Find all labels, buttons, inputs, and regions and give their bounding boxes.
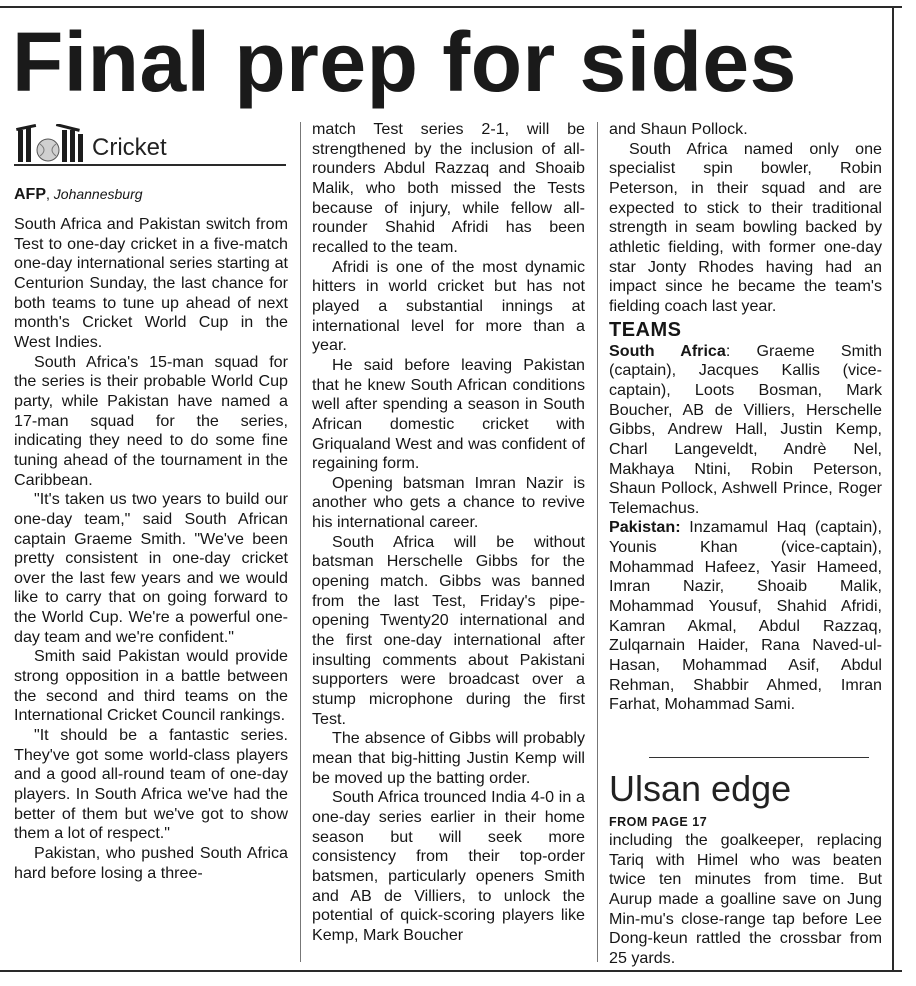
article-paragraph: and Shaun Pollock. bbox=[609, 120, 748, 138]
section-kicker bbox=[14, 122, 288, 162]
headline: Final prep for sides bbox=[12, 15, 797, 109]
article-paragraph: He said before leaving Pakistan that he knew South African conditions well after spending a season in South African domestic cricket with Griqualand West and was confident of regaining form. bbox=[312, 355, 585, 473]
ulsan-paragraph: including the goalkeeper, replacing Tariq with Himel who was beaten twice ten minutes from time. But Aurup made a goalline save on Jung Min-mu's close-range tap before Lee Dong-keun rattled the crossbar from 25 yards. bbox=[609, 831, 882, 967]
article-paragraph: South Africa named only one specialist spin bowler, Robin Peterson, in their squad and are expected to stick to their traditional strength in seam bowling backed by athletic fielding, with former one-day star Jonty Rhodes having had an impact since he became the team's fielding coach last year. bbox=[609, 139, 882, 315]
story-divider bbox=[649, 757, 869, 758]
article-paragraph: South Africa trounced India 4-0 in a one-day series earlier in their home season but will seek more consistency from their top-order batsmen, particularly openers Smith and AB de Villiers, to unlock the potential of quick-scoring players like Kemp, Mark Boucher bbox=[312, 788, 585, 944]
article-paragraph: "It's taken us two years to build our one-day team," said South African captain Graeme Smith. "We've been pretty consistent in one-day cricket over the last few years and we would like to carry that on going forward to the World Cup. We're a powerful one-day team and we're confident." bbox=[14, 490, 288, 646]
byline-location: Johannesburg bbox=[53, 186, 143, 202]
from-page-label: FROM PAGE 17 bbox=[609, 815, 708, 830]
column-divider bbox=[597, 122, 598, 962]
team-players: : Graeme Smith (captain), Jacques Kallis (vice-captain), Loots Bosman, Mark Boucher, AB de Villiers, Herschelle Gibbs, Andrew Hall, Justin Kemp, Charl Langeveldt, Andrè Nel, Makhaya Ntini, Robin Peterson, Shaun Pollock, Ashwell Prince, Roger Telemachus. bbox=[609, 341, 882, 517]
kicker-underline bbox=[14, 164, 286, 166]
teams-heading: TEAMS bbox=[609, 318, 682, 341]
ulsan-headline: Ulsan edge bbox=[609, 768, 792, 810]
team-pakistan bbox=[609, 518, 882, 715]
top-rule bbox=[0, 6, 902, 8]
article-paragraph: Opening batsman Imran Nazir is another who gets a chance to revive his international career. bbox=[312, 473, 585, 532]
byline: AFP, Johannesburg bbox=[14, 186, 143, 203]
team-label: Pakistan: bbox=[609, 518, 681, 537]
bottom-rule bbox=[0, 970, 902, 972]
article-column-2 bbox=[312, 120, 585, 946]
team-label: South Africa bbox=[609, 341, 726, 360]
cricket-stumps-icon bbox=[14, 124, 86, 162]
article-paragraph: Pakistan, who pushed South Africa hard before losing a three- bbox=[14, 844, 288, 882]
article-column-3 bbox=[609, 120, 882, 969]
right-rule bbox=[892, 6, 894, 972]
article-column-1 bbox=[14, 122, 288, 883]
article-paragraph: South Africa will be without batsman Herschelle Gibbs for the opening match. Gibbs was banned from the last Test, Friday's pipe-opening Twenty20 international and the first one-day international after insulting comments about Pakistani supporters were broadcast over a stump microphone during the first Test. bbox=[312, 532, 585, 728]
article-paragraph: The absence of Gibbs will probably mean that big-hitting Justin Kemp will be moved up the batting order. bbox=[312, 729, 585, 787]
byline-source: AFP bbox=[14, 186, 46, 203]
article-paragraph: "It should be a fantastic series. They've got some world-class players and a good all-round team of one-day players. In South Africa we've had the better of them but we've got to show them a lot of respect." bbox=[14, 726, 288, 843]
article-paragraph: South Africa's 15-man squad for the series is their probable World Cup party, while Pakistan have named a 17-man squad for the series, indicating they need to do some fine tuning ahead of the tournament in the Caribbean. bbox=[14, 352, 288, 489]
section-label: Cricket bbox=[92, 134, 167, 161]
article-paragraph: South Africa and Pakistan switch from Test to one-day cricket in a five-match one-day international series starting at Centurion Sunday, the last chance for both teams to tune up ahead of next month's Cricket World Cup in the West Indies. bbox=[14, 215, 288, 351]
column-divider bbox=[300, 122, 301, 962]
article-paragraph: match Test series 2-1, will be strengthened by the inclusion of all-rounders Abdul Razzaq and Shoaib Malik, who both missed the Tests because of injury, while fellow all-rounder Shahid Afridi has been recalled to the team. bbox=[312, 120, 585, 256]
team-players: Inzamamul Haq (captain), Younis Khan (vice-captain), Mohammad Hafeez, Yasir Hameed, Imran Nazir, Shoaib Malik, Mohammad Yousuf, Shahid Afridi, Kamran Akmal, Abdul Razzaq, Zulqarnain Haider, Rana Naved-ul-Hasan, Mohammad Asif, Abdul Rehman, Shabbir Ahmed, Imran Farhat, Mohammad Sami. bbox=[609, 518, 882, 714]
article-paragraph: Afridi is one of the most dynamic hitters in world cricket but has not played a substantial innings at international level for more than a year. bbox=[312, 257, 585, 355]
article-paragraph: Smith said Pakistan would provide strong opposition in a battle between the second and third teams on the International Cricket Council rankings. bbox=[14, 647, 288, 725]
team-south-africa bbox=[609, 342, 882, 519]
